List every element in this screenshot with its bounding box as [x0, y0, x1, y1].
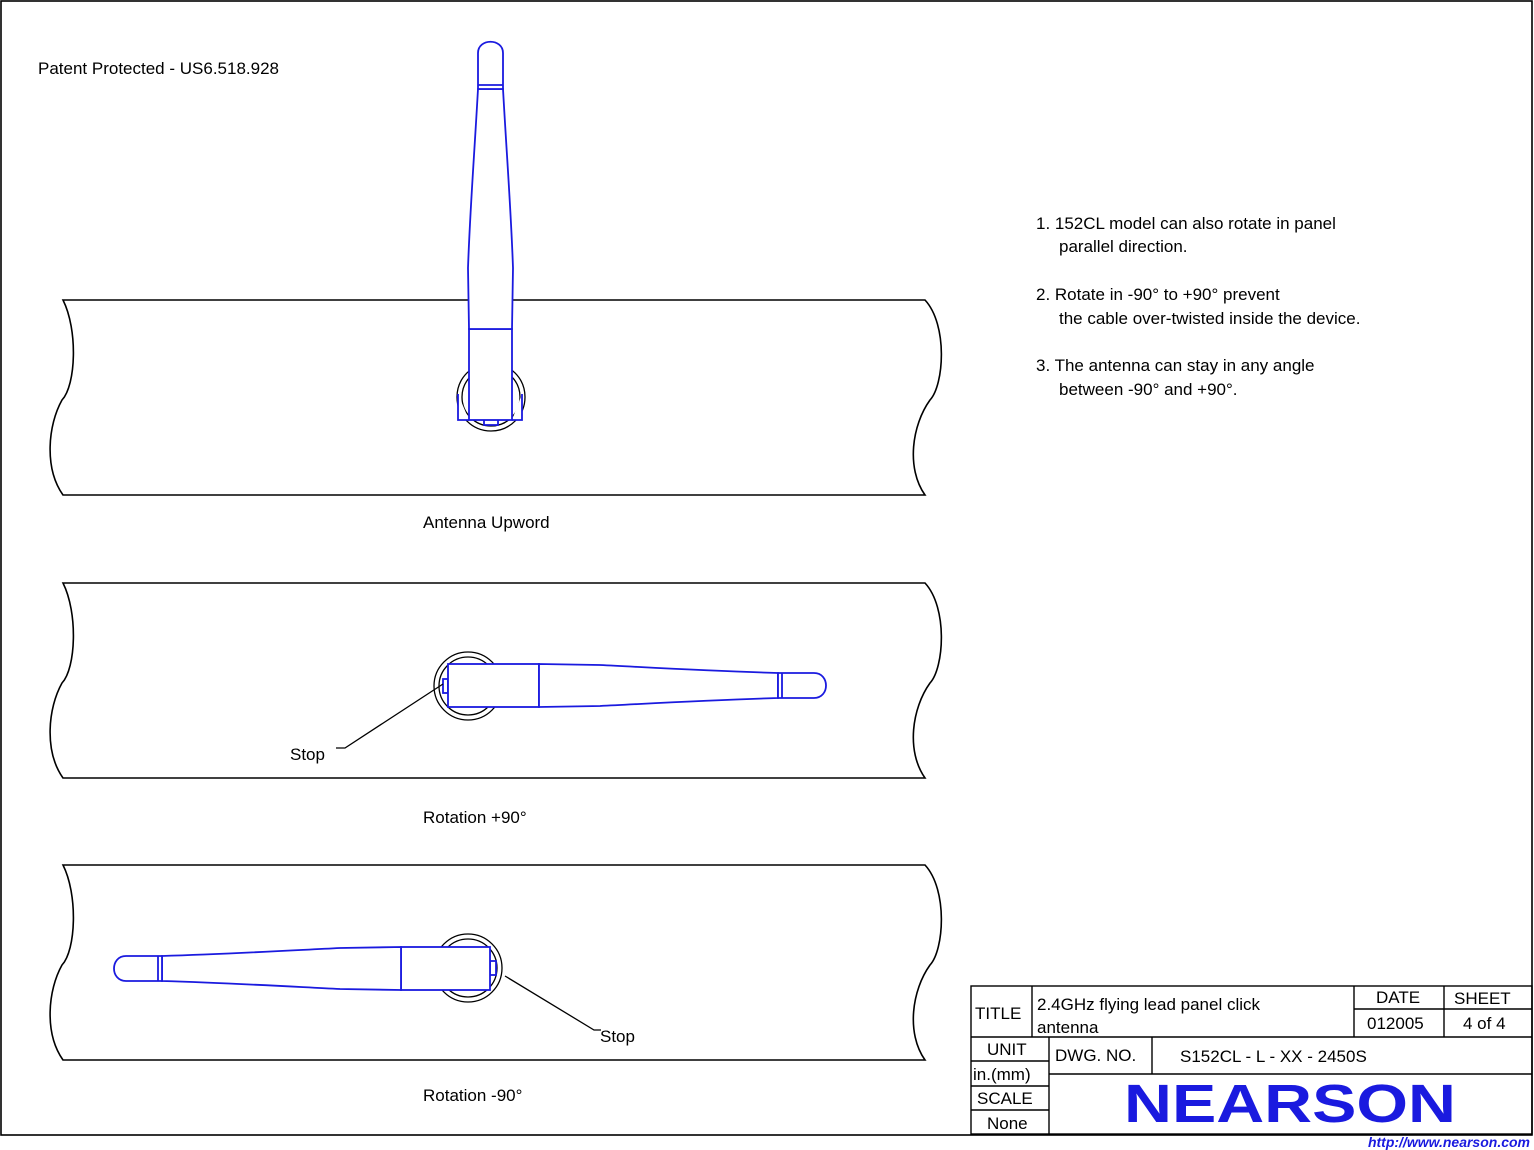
antenna-rotated-left: [114, 947, 496, 990]
dwg-no-value: S152CL - L - XX - 2450S: [1180, 1047, 1367, 1066]
note-1-line-2: parallel direction.: [1059, 237, 1188, 256]
date-label: DATE: [1376, 988, 1421, 1007]
note-1-line-1: 1. 152CL model can also rotate in panel: [1036, 214, 1336, 233]
unit-value: in.(mm): [973, 1065, 1031, 1084]
dwg-no-label: DWG. NO.: [1055, 1046, 1137, 1065]
stop-label: Stop: [600, 1027, 635, 1046]
view-rotation-plus-90: [50, 583, 941, 827]
antenna-upright: [458, 42, 522, 425]
caption-rotation-minus-90: Rotation -90°: [423, 1086, 523, 1105]
unit-label: UNIT: [987, 1040, 1027, 1059]
title-label: TITLE: [975, 1004, 1022, 1023]
notes-block: [1036, 214, 1360, 399]
title-block: [971, 986, 1532, 1134]
note-3-line-1: 3. The antenna can stay in any angle: [1036, 356, 1315, 375]
scale-label: SCALE: [977, 1089, 1033, 1108]
caption-upword: Antenna Upword: [423, 513, 550, 532]
sheet-value: 4 of 4: [1463, 1014, 1506, 1033]
date-value: 012005: [1367, 1014, 1424, 1033]
title-line-1: 2.4GHz flying lead panel click: [1037, 995, 1261, 1014]
stop-leader: [336, 684, 443, 748]
antenna-rotated-right: [443, 664, 826, 707]
nearson-logo: NEARSON: [1124, 1074, 1456, 1134]
view-antenna-upword: [50, 42, 941, 532]
sheet-label: SHEET: [1454, 989, 1511, 1008]
note-2-line-2: the cable over-twisted inside the device.: [1059, 309, 1361, 328]
view-rotation-minus-90: [50, 865, 941, 1105]
stop-label: Stop: [290, 745, 325, 764]
note-3-line-2: between -90° and +90°.: [1059, 380, 1238, 399]
patent-note: Patent Protected - US6.518.928: [38, 59, 279, 78]
note-2-line-1: 2. Rotate in -90° to +90° prevent: [1036, 285, 1280, 304]
website-link[interactable]: http://www.nearson.com: [1367, 1134, 1530, 1150]
scale-value: None: [987, 1114, 1028, 1133]
title-line-2: antenna: [1037, 1018, 1099, 1037]
stop-leader: [505, 976, 601, 1030]
caption-rotation-plus-90: Rotation +90°: [423, 808, 527, 827]
